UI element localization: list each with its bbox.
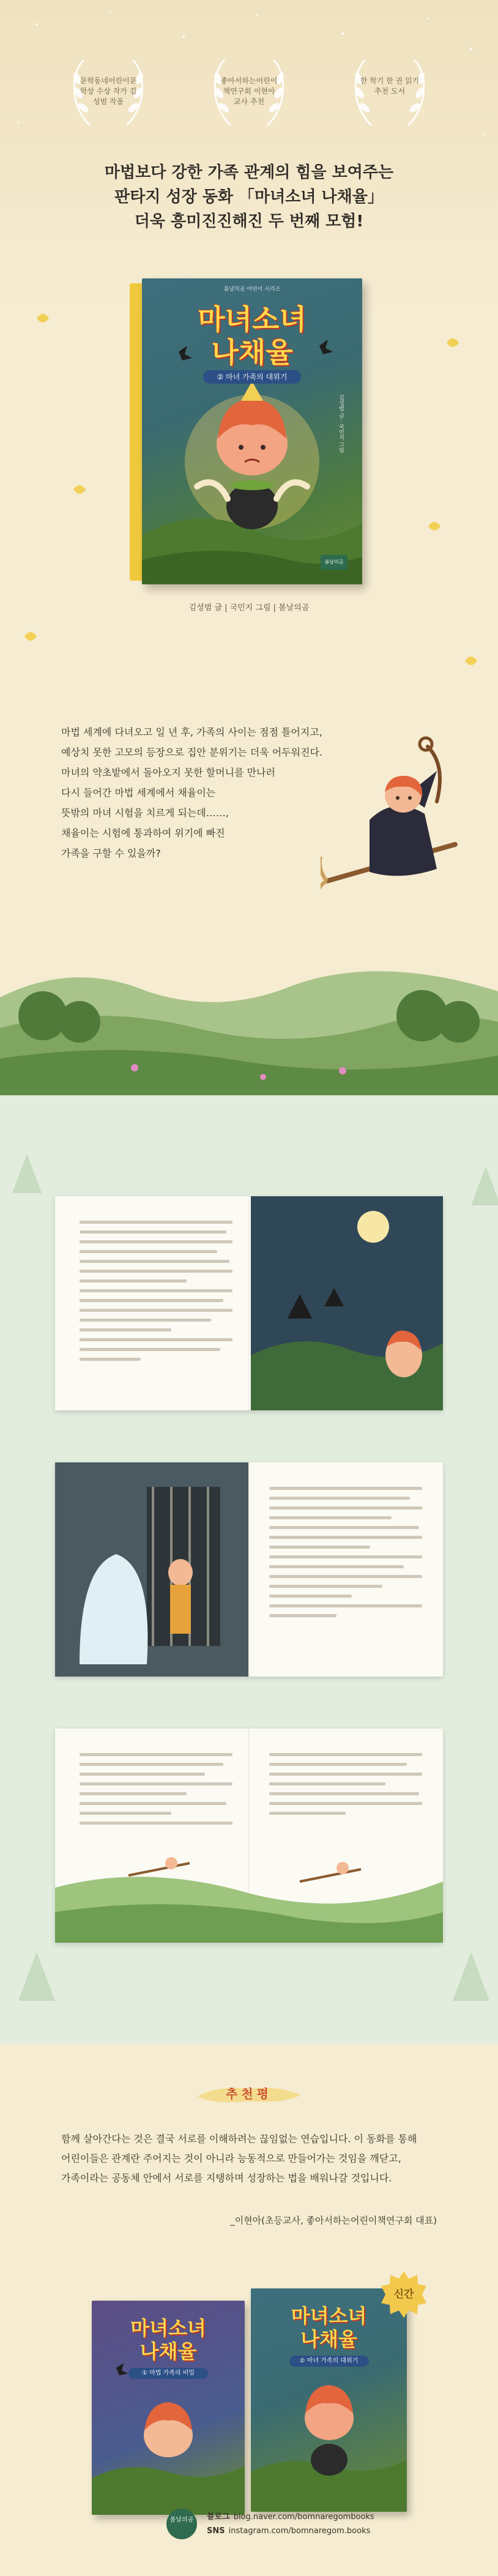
synopsis-line: 예상치 못한 고모의 등장으로 집안 분위기는 더욱 어두워진다.: [61, 746, 323, 758]
text-page: [80, 1221, 232, 1368]
cover-title-line: 나채율: [211, 336, 293, 369]
sample-spread-3: [55, 1729, 443, 1943]
publisher-logo-text: 봄날의곰: [169, 2517, 194, 2523]
forest-landscape-illustration: [0, 924, 498, 1095]
synopsis-line: 마법 세계에 다녀오고 일 년 후, 가족의 사이는 점점 틀어지고,: [61, 726, 322, 738]
blog-link[interactable]: [207, 2510, 374, 2524]
award-badge-3: [338, 49, 442, 135]
book-2-subtitle: ② 마녀 가족의 대위기: [289, 2356, 369, 2367]
book-1-cover: [92, 2301, 245, 2515]
recommendation-title: 추천평: [226, 2086, 272, 2101]
sample-spread-1: [55, 1196, 443, 1410]
book-1-title-line: 마녀소녀: [130, 2317, 206, 2340]
cover-series-label: 봄날의곰 어린이 시리즈: [223, 286, 281, 292]
spread-illustration: [55, 1462, 248, 1677]
synopsis-section: [0, 704, 498, 1095]
book-2-title-line: 나채율: [300, 2328, 357, 2351]
book-spine: [130, 283, 143, 581]
recommendation-title-badge: [194, 2080, 304, 2107]
book-credits: 김성범 글 | 국민지 그림 | 봄날의곰: [188, 603, 310, 612]
cover-title-line: 마녀소녀: [198, 303, 307, 336]
sns-url: instagram.com/bomnaregom.books: [228, 2526, 371, 2536]
footer-links: [207, 2510, 374, 2538]
blog-url: blog.naver.com/bomnaregombooks: [233, 2512, 374, 2522]
text-page: [269, 1487, 422, 1624]
sns-label: SNS: [207, 2526, 225, 2536]
synopsis-line: 마녀의 약초밭에서 돌아오지 못한 할머니를 만나러: [61, 767, 276, 778]
hero-section: [0, 0, 498, 704]
sample-pages-section: [0, 1095, 498, 2044]
cover-author: 김성범 글 · 국민지 그림: [338, 395, 344, 453]
spread-illustration: [251, 1196, 443, 1410]
book-cover-front: [142, 278, 362, 584]
headline-line: 마법보다 강한 가족 관계의 힘을 보여주는: [104, 163, 394, 182]
book-1-title-line: 나채율: [139, 2340, 197, 2363]
award-list: [0, 49, 498, 135]
book-1-title: [92, 2317, 245, 2363]
text-page: [80, 1753, 232, 1831]
book-1-subtitle: ① 마법 가족의 비밀: [128, 2368, 208, 2379]
synopsis-line: 다시 들어간 마법 세계에서 채율이는: [61, 787, 216, 798]
witch-on-broom-illustration: [321, 728, 461, 930]
recommendation-text: 함께 살아간다는 것은 결국 서로를 이해하려는 끊임없는 연습입니다. 이 동화를 통해 어린이들은 관계란 주어지는 것이 아니라 능동적으로 만들어가는 것임을 깨닫고, 가족이라는 공동체 안에서 서로를 지탱하며 성장하는 법을 배워나갈 것입니다.: [61, 2133, 417, 2184]
synopsis-line: 뜻밖의 마녀 시험을 치르게 되는데……,: [61, 807, 229, 819]
book-cover: [130, 278, 368, 584]
headline-line: 판타지 성장 동화 「마녀소녀 나채율」: [114, 188, 384, 206]
award-text-1: 문학동네어린이문학상 수상 작가 김성범 작품: [80, 76, 137, 106]
cover-subtitle: ② 마녀 가족의 대위기: [203, 370, 301, 384]
award-badge-1: [56, 49, 160, 135]
cover-publisher-logo: 봄날의곰: [321, 555, 347, 570]
blog-label: 블로그: [207, 2512, 230, 2522]
synopsis-line: 가족을 구할 수 있을까?: [61, 847, 161, 859]
synopsis-line: 채율이는 시험에 통과하여 위기에 빠진: [61, 827, 225, 839]
award-badge-2: [197, 49, 301, 135]
award-text-2: 좋아서하는어린이책연구회 이현아 교사 추천: [220, 76, 278, 106]
text-page: [269, 1753, 422, 1822]
award-text-3: 한 학기 한 권 읽기 추천 도서: [360, 76, 420, 95]
recommendation-author: _이현아(초등교사, 좋아서하는어린이책연구회 대표): [230, 2215, 437, 2226]
sample-spread-2: [55, 1462, 443, 1677]
book-2-title-line: 마녀소녀: [291, 2304, 367, 2328]
book-2-cover: [251, 2288, 407, 2512]
headline-line: 더욱 흥미진진해진 두 번째 모험!: [134, 212, 364, 231]
sns-link[interactable]: [207, 2524, 374, 2538]
publisher-logo: [166, 2509, 197, 2539]
new-release-badge: [379, 2270, 428, 2319]
cover-title: [142, 303, 362, 369]
spread-illustration: [55, 1839, 443, 1943]
new-release-label: 신간: [393, 2288, 414, 2301]
headline: [0, 160, 498, 234]
synopsis-text: [61, 722, 355, 863]
